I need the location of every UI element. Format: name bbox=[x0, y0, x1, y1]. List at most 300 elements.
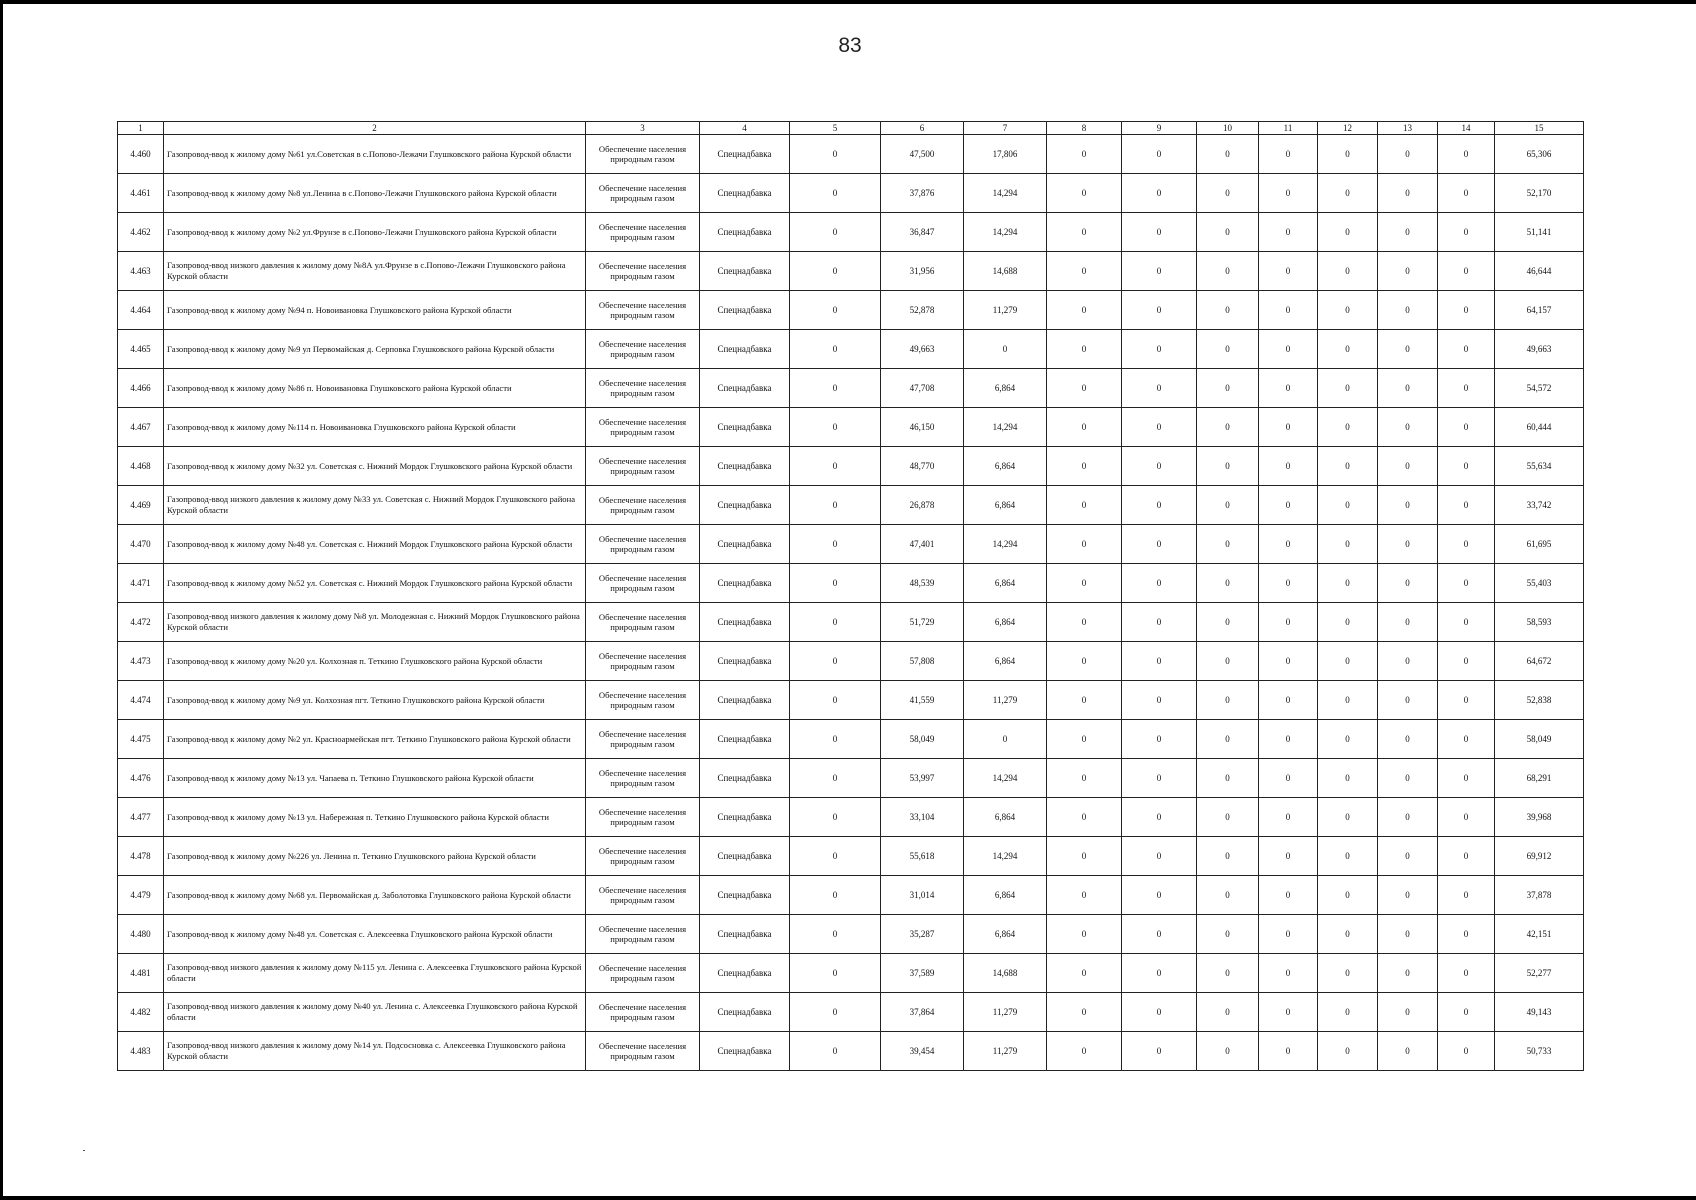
column-header: 11 bbox=[1259, 122, 1318, 135]
table-cell: 0 bbox=[1438, 681, 1495, 720]
purpose-cell: Обеспечение населения природным газом bbox=[586, 720, 700, 759]
table-cell: 0 bbox=[790, 369, 881, 408]
table-cell: 0 bbox=[1122, 135, 1197, 174]
table-header-row bbox=[118, 122, 1584, 135]
table-cell: 0 bbox=[1438, 213, 1495, 252]
object-description-cell: Газопровод-ввод к жилому дому №52 ул. Советская с. Нижний Мордок Глушковского района Курской области bbox=[164, 564, 586, 603]
table-row bbox=[118, 954, 1584, 993]
table-cell: 0 bbox=[1259, 720, 1318, 759]
table-cell: Спецнадбавка bbox=[700, 642, 790, 681]
table-cell: 0 bbox=[1047, 798, 1122, 837]
table-cell: 58,049 bbox=[881, 720, 964, 759]
table-cell: 58,049 bbox=[1495, 720, 1584, 759]
table-cell: 11,279 bbox=[964, 291, 1047, 330]
table-cell: 0 bbox=[790, 759, 881, 798]
table-cell: 0 bbox=[1259, 993, 1318, 1032]
table-cell: 33,104 bbox=[881, 798, 964, 837]
table-cell: 0 bbox=[1318, 603, 1378, 642]
table-cell: 0 bbox=[1438, 486, 1495, 525]
table-cell: 4.460 bbox=[118, 135, 164, 174]
table-cell: 0 bbox=[1259, 330, 1318, 369]
purpose-cell: Обеспечение населения природным газом bbox=[586, 135, 700, 174]
table-cell: 0 bbox=[1438, 135, 1495, 174]
table-cell: 57,808 bbox=[881, 642, 964, 681]
table-cell: 0 bbox=[1047, 642, 1122, 681]
table-cell: 0 bbox=[1259, 564, 1318, 603]
purpose-cell: Обеспечение населения природным газом bbox=[586, 603, 700, 642]
table-cell: Спецнадбавка bbox=[700, 954, 790, 993]
table-cell: 0 bbox=[1318, 954, 1378, 993]
table-cell: 0 bbox=[1197, 993, 1259, 1032]
table-cell: 0 bbox=[1378, 486, 1438, 525]
table-cell: 4.475 bbox=[118, 720, 164, 759]
table-cell: 0 bbox=[1259, 837, 1318, 876]
table-cell: 52,170 bbox=[1495, 174, 1584, 213]
table-cell: 0 bbox=[1047, 291, 1122, 330]
table-cell: 61,695 bbox=[1495, 525, 1584, 564]
table-cell: 36,847 bbox=[881, 213, 964, 252]
table-cell: 0 bbox=[1122, 525, 1197, 564]
table-row bbox=[118, 681, 1584, 720]
table-cell: 0 bbox=[1122, 486, 1197, 525]
table-cell: 53,997 bbox=[881, 759, 964, 798]
column-header: 6 bbox=[881, 122, 964, 135]
object-description-cell: Газопровод-ввод к жилому дому №226 ул. Ленина п. Теткино Глушковского района Курской области bbox=[164, 837, 586, 876]
purpose-cell: Обеспечение населения природным газом bbox=[586, 486, 700, 525]
object-description-cell: Газопровод-ввод к жилому дому №8 ул.Ленина в с.Попово-Лежачи Глушковского района Курской области bbox=[164, 174, 586, 213]
purpose-cell: Обеспечение населения природным газом bbox=[586, 681, 700, 720]
table-cell: 48,539 bbox=[881, 564, 964, 603]
purpose-cell: Обеспечение населения природным газом bbox=[586, 993, 700, 1032]
table-cell: 69,912 bbox=[1495, 837, 1584, 876]
table-cell: Спецнадбавка bbox=[700, 174, 790, 213]
table-cell: Спецнадбавка bbox=[700, 564, 790, 603]
column-header: 13 bbox=[1378, 122, 1438, 135]
purpose-cell: Обеспечение населения природным газом bbox=[586, 837, 700, 876]
table-cell: 0 bbox=[1438, 174, 1495, 213]
table-cell: 0 bbox=[790, 486, 881, 525]
table-cell: 0 bbox=[1047, 564, 1122, 603]
object-description-cell: Газопровод-ввод к жилому дому №48 ул. Советская с. Алексеевка Глушковского района Курской области bbox=[164, 915, 586, 954]
purpose-cell: Обеспечение населения природным газом bbox=[586, 876, 700, 915]
table-row bbox=[118, 291, 1584, 330]
table-cell: 0 bbox=[1122, 876, 1197, 915]
table-cell: 0 bbox=[1259, 876, 1318, 915]
table-cell: Спецнадбавка bbox=[700, 213, 790, 252]
object-description-cell: Газопровод-ввод к жилому дому №68 ул. Первомайская д. Заболотовка Глушковского района Курской области bbox=[164, 876, 586, 915]
table-cell: 0 bbox=[1318, 135, 1378, 174]
table-cell: 0 bbox=[1047, 1032, 1122, 1071]
purpose-cell: Обеспечение населения природным газом bbox=[586, 369, 700, 408]
table-cell: 4.461 bbox=[118, 174, 164, 213]
table-cell: 51,141 bbox=[1495, 213, 1584, 252]
scan-mark bbox=[83, 1150, 85, 1151]
table-cell: 11,279 bbox=[964, 681, 1047, 720]
object-description-cell: Газопровод-ввод к жилому дому №13 ул. Чапаева п. Теткино Глушковского района Курской области bbox=[164, 759, 586, 798]
table-cell: 0 bbox=[1378, 876, 1438, 915]
table-cell: 0 bbox=[1378, 369, 1438, 408]
table-cell: Спецнадбавка bbox=[700, 408, 790, 447]
table-cell: 0 bbox=[1197, 174, 1259, 213]
table-cell: 0 bbox=[1047, 330, 1122, 369]
table-cell: 0 bbox=[1259, 174, 1318, 213]
table-cell: 4.467 bbox=[118, 408, 164, 447]
table-cell: 0 bbox=[790, 447, 881, 486]
table-cell: Спецнадбавка bbox=[700, 993, 790, 1032]
table-cell: 0 bbox=[790, 915, 881, 954]
table-cell: 0 bbox=[964, 330, 1047, 369]
table-cell: 0 bbox=[790, 525, 881, 564]
table-row bbox=[118, 213, 1584, 252]
table-cell: 0 bbox=[1122, 174, 1197, 213]
table-cell: Спецнадбавка bbox=[700, 525, 790, 564]
table-cell: 0 bbox=[964, 720, 1047, 759]
table-cell: 0 bbox=[1378, 291, 1438, 330]
table-cell: 0 bbox=[1438, 876, 1495, 915]
table-cell: 0 bbox=[1378, 174, 1438, 213]
table-cell: 0 bbox=[1047, 174, 1122, 213]
table-cell: 41,559 bbox=[881, 681, 964, 720]
table-cell: Спецнадбавка bbox=[700, 681, 790, 720]
table-cell: 0 bbox=[1122, 369, 1197, 408]
table-cell: 0 bbox=[790, 876, 881, 915]
table-cell: 0 bbox=[1378, 837, 1438, 876]
table-cell: 0 bbox=[1438, 759, 1495, 798]
table-cell: 4.481 bbox=[118, 954, 164, 993]
table-cell: 37,876 bbox=[881, 174, 964, 213]
object-description-cell: Газопровод-ввод к жилому дому №61 ул.Советская в с.Попово-Лежачи Глушковского района Курской области bbox=[164, 135, 586, 174]
table-cell: 0 bbox=[790, 954, 881, 993]
table-cell: 0 bbox=[1318, 525, 1378, 564]
object-description-cell: Газопровод-ввод к жилому дому №86 п. Новоивановка Глушковского района Курской области bbox=[164, 369, 586, 408]
table-cell: 49,663 bbox=[1495, 330, 1584, 369]
table-cell: 31,014 bbox=[881, 876, 964, 915]
data-table bbox=[117, 121, 1584, 1071]
table-cell: 0 bbox=[1378, 252, 1438, 291]
table-cell: 0 bbox=[1047, 369, 1122, 408]
purpose-cell: Обеспечение населения природным газом bbox=[586, 525, 700, 564]
table-cell: 0 bbox=[1318, 408, 1378, 447]
table-cell: 0 bbox=[790, 213, 881, 252]
object-description-cell: Газопровод-ввод к жилому дому №9 ул Первомайская д. Серповка Глушковского района Курской области bbox=[164, 330, 586, 369]
table-cell: 4.478 bbox=[118, 837, 164, 876]
table-cell: 4.480 bbox=[118, 915, 164, 954]
purpose-cell: Обеспечение населения природным газом bbox=[586, 642, 700, 681]
column-header: 7 bbox=[964, 122, 1047, 135]
table-cell: 0 bbox=[1122, 759, 1197, 798]
table-cell: 0 bbox=[1047, 525, 1122, 564]
purpose-cell: Обеспечение населения природным газом bbox=[586, 759, 700, 798]
table-cell: 46,644 bbox=[1495, 252, 1584, 291]
table-cell: 0 bbox=[1438, 642, 1495, 681]
column-header: 14 bbox=[1438, 122, 1495, 135]
table-cell: 0 bbox=[1122, 681, 1197, 720]
table-row bbox=[118, 798, 1584, 837]
table-row bbox=[118, 720, 1584, 759]
table-row bbox=[118, 564, 1584, 603]
column-header: 15 bbox=[1495, 122, 1584, 135]
table-cell: 14,294 bbox=[964, 759, 1047, 798]
table-cell: 42,151 bbox=[1495, 915, 1584, 954]
table-cell: 0 bbox=[1122, 798, 1197, 837]
table-cell: 0 bbox=[1047, 681, 1122, 720]
table-cell: 0 bbox=[1197, 525, 1259, 564]
purpose-cell: Обеспечение населения природным газом bbox=[586, 213, 700, 252]
table-cell: 0 bbox=[1122, 252, 1197, 291]
table-cell: 0 bbox=[1378, 915, 1438, 954]
table-cell: 0 bbox=[1438, 993, 1495, 1032]
column-header: 8 bbox=[1047, 122, 1122, 135]
table-cell: 0 bbox=[1318, 642, 1378, 681]
object-description-cell: Газопровод-ввод низкого давления к жилому дому №115 ул. Ленина с. Алексеевка Глушковского района Курской области bbox=[164, 954, 586, 993]
table-row bbox=[118, 603, 1584, 642]
table-cell: 0 bbox=[1318, 837, 1378, 876]
table-cell: 0 bbox=[1318, 252, 1378, 291]
table-cell: 0 bbox=[1318, 993, 1378, 1032]
table-row bbox=[118, 876, 1584, 915]
table-cell: 0 bbox=[1047, 486, 1122, 525]
table-cell: 0 bbox=[790, 642, 881, 681]
table-cell: 68,291 bbox=[1495, 759, 1584, 798]
table-cell: 0 bbox=[790, 408, 881, 447]
table-cell: 0 bbox=[1197, 876, 1259, 915]
table-cell: 0 bbox=[1318, 759, 1378, 798]
page-bottom-border bbox=[0, 1196, 1696, 1200]
table-row bbox=[118, 369, 1584, 408]
table-cell: 6,864 bbox=[964, 564, 1047, 603]
table-cell: 0 bbox=[1197, 954, 1259, 993]
table-cell: 0 bbox=[1378, 759, 1438, 798]
table-cell: 0 bbox=[1122, 1032, 1197, 1071]
table-row bbox=[118, 135, 1584, 174]
table-cell: Спецнадбавка bbox=[700, 252, 790, 291]
table-cell: 0 bbox=[1197, 642, 1259, 681]
table-cell: 0 bbox=[1318, 330, 1378, 369]
table-cell: Спецнадбавка bbox=[700, 837, 790, 876]
column-header: 4 bbox=[700, 122, 790, 135]
table-cell: 0 bbox=[1197, 759, 1259, 798]
table-cell: 51,729 bbox=[881, 603, 964, 642]
table-cell: 60,444 bbox=[1495, 408, 1584, 447]
table-row bbox=[118, 837, 1584, 876]
table-cell: 0 bbox=[1259, 954, 1318, 993]
table-cell: 0 bbox=[1047, 720, 1122, 759]
table-cell: 0 bbox=[1438, 837, 1495, 876]
purpose-cell: Обеспечение населения природным газом bbox=[586, 447, 700, 486]
table-cell: 4.465 bbox=[118, 330, 164, 369]
table-row bbox=[118, 759, 1584, 798]
table-cell: 0 bbox=[790, 174, 881, 213]
table-cell: 31,956 bbox=[881, 252, 964, 291]
object-description-cell: Газопровод-ввод к жилому дому №2 ул.Фрунзе в с.Попово-Лежачи Глушковского района Курской области bbox=[164, 213, 586, 252]
table-cell: Спецнадбавка bbox=[700, 876, 790, 915]
table-cell: 55,618 bbox=[881, 837, 964, 876]
object-description-cell: Газопровод-ввод к жилому дому №13 ул. Набережная п. Теткино Глушковского района Курской области bbox=[164, 798, 586, 837]
table-cell: 0 bbox=[1318, 915, 1378, 954]
table-cell: 0 bbox=[1438, 525, 1495, 564]
table-cell: 0 bbox=[1378, 447, 1438, 486]
column-header: 5 bbox=[790, 122, 881, 135]
table-cell: 14,294 bbox=[964, 837, 1047, 876]
table-cell: 0 bbox=[1047, 837, 1122, 876]
table-cell: 52,878 bbox=[881, 291, 964, 330]
table-cell: 14,688 bbox=[964, 954, 1047, 993]
column-header: 1 bbox=[118, 122, 164, 135]
table-cell: 4.463 bbox=[118, 252, 164, 291]
table-cell: 0 bbox=[1438, 1032, 1495, 1071]
column-header: 3 bbox=[586, 122, 700, 135]
table-cell: 6,864 bbox=[964, 876, 1047, 915]
table-cell: 0 bbox=[790, 135, 881, 174]
table-cell: 0 bbox=[790, 681, 881, 720]
table-row bbox=[118, 525, 1584, 564]
table-cell: Спецнадбавка bbox=[700, 291, 790, 330]
table-cell: 0 bbox=[1197, 330, 1259, 369]
object-description-cell: Газопровод-ввод к жилому дому №2 ул. Красноармейская пгт. Теткино Глушковского района Курской области bbox=[164, 720, 586, 759]
table-cell: 4.468 bbox=[118, 447, 164, 486]
table-cell: 0 bbox=[1122, 603, 1197, 642]
table-cell: 0 bbox=[1438, 369, 1495, 408]
table-cell: 6,864 bbox=[964, 486, 1047, 525]
table-cell: 0 bbox=[790, 993, 881, 1032]
table-cell: 39,968 bbox=[1495, 798, 1584, 837]
table-cell: 33,742 bbox=[1495, 486, 1584, 525]
table-cell: 4.466 bbox=[118, 369, 164, 408]
table-cell: Спецнадбавка bbox=[700, 603, 790, 642]
table-cell: 0 bbox=[1378, 564, 1438, 603]
table-row bbox=[118, 252, 1584, 291]
table-cell: 0 bbox=[1378, 603, 1438, 642]
purpose-cell: Обеспечение населения природным газом bbox=[586, 408, 700, 447]
table-cell: 0 bbox=[1122, 330, 1197, 369]
table-row bbox=[118, 447, 1584, 486]
table-cell: 0 bbox=[1378, 798, 1438, 837]
table-cell: 0 bbox=[1438, 720, 1495, 759]
table-cell: 6,864 bbox=[964, 447, 1047, 486]
table-cell: 4.476 bbox=[118, 759, 164, 798]
table-cell: 54,572 bbox=[1495, 369, 1584, 408]
table-cell: Спецнадбавка bbox=[700, 1032, 790, 1071]
table-cell: 35,287 bbox=[881, 915, 964, 954]
table-cell: Спецнадбавка bbox=[700, 759, 790, 798]
table-cell: 0 bbox=[1438, 564, 1495, 603]
table-cell: 0 bbox=[1438, 954, 1495, 993]
page-top-border bbox=[0, 0, 1696, 4]
table-cell: 0 bbox=[1197, 915, 1259, 954]
purpose-cell: Обеспечение населения природным газом bbox=[586, 798, 700, 837]
table-cell: 14,294 bbox=[964, 174, 1047, 213]
purpose-cell: Обеспечение населения природным газом bbox=[586, 174, 700, 213]
table-cell: 47,708 bbox=[881, 369, 964, 408]
table-cell: 0 bbox=[1378, 954, 1438, 993]
table-row bbox=[118, 408, 1584, 447]
table-row bbox=[118, 486, 1584, 525]
table-cell: 47,500 bbox=[881, 135, 964, 174]
table-cell: 0 bbox=[790, 564, 881, 603]
object-description-cell: Газопровод-ввод низкого давления к жилому дому №40 ул. Ленина с. Алексеевка Глушковского района Курской области bbox=[164, 993, 586, 1032]
table-cell: 6,864 bbox=[964, 798, 1047, 837]
table-cell: 0 bbox=[1197, 681, 1259, 720]
table-cell: 58,593 bbox=[1495, 603, 1584, 642]
table-cell: 65,306 bbox=[1495, 135, 1584, 174]
table-cell: 14,688 bbox=[964, 252, 1047, 291]
table-cell: 0 bbox=[1259, 408, 1318, 447]
table-cell: 0 bbox=[1047, 603, 1122, 642]
table-cell: 0 bbox=[1259, 135, 1318, 174]
table-cell: 6,864 bbox=[964, 369, 1047, 408]
table-cell: 0 bbox=[1259, 642, 1318, 681]
table-cell: 0 bbox=[1122, 915, 1197, 954]
table-cell: 0 bbox=[790, 252, 881, 291]
table-row bbox=[118, 330, 1584, 369]
purpose-cell: Обеспечение населения природным газом bbox=[586, 252, 700, 291]
table-cell: 0 bbox=[1259, 798, 1318, 837]
purpose-cell: Обеспечение населения природным газом bbox=[586, 954, 700, 993]
table-cell: 4.471 bbox=[118, 564, 164, 603]
table-cell: 0 bbox=[1122, 213, 1197, 252]
table-cell: 0 bbox=[1122, 642, 1197, 681]
table-cell: 0 bbox=[1318, 174, 1378, 213]
purpose-cell: Обеспечение населения природным газом bbox=[586, 915, 700, 954]
table-row bbox=[118, 174, 1584, 213]
table-cell: 0 bbox=[790, 291, 881, 330]
table-cell: Спецнадбавка bbox=[700, 135, 790, 174]
object-description-cell: Газопровод-ввод к жилому дому №114 п. Новоивановка Глушковского района Курской области bbox=[164, 408, 586, 447]
object-description-cell: Газопровод-ввод к жилому дому №20 ул. Колхозная п. Теткино Глушковского района Курской области bbox=[164, 642, 586, 681]
table-cell: 0 bbox=[1259, 369, 1318, 408]
table-cell: Спецнадбавка bbox=[700, 369, 790, 408]
table-cell: 0 bbox=[1197, 837, 1259, 876]
table-cell: 0 bbox=[1438, 915, 1495, 954]
table-cell: 47,401 bbox=[881, 525, 964, 564]
table-cell: 0 bbox=[1318, 564, 1378, 603]
page-left-border bbox=[0, 0, 3, 1200]
table-cell: 0 bbox=[1438, 447, 1495, 486]
table-cell: 4.464 bbox=[118, 291, 164, 330]
table-cell: 0 bbox=[1047, 759, 1122, 798]
object-description-cell: Газопровод-ввод низкого давления к жилому дому №14 ул. Подсосновка с. Алексеевка Глушковского района Курской области bbox=[164, 1032, 586, 1071]
table-cell: 6,864 bbox=[964, 603, 1047, 642]
table-cell: 0 bbox=[1197, 213, 1259, 252]
table-cell: 0 bbox=[1259, 915, 1318, 954]
table-cell: 52,277 bbox=[1495, 954, 1584, 993]
column-header: 12 bbox=[1318, 122, 1378, 135]
table-cell: 0 bbox=[1047, 213, 1122, 252]
table-cell: 14,294 bbox=[964, 408, 1047, 447]
table-cell: 39,454 bbox=[881, 1032, 964, 1071]
table-cell: 4.472 bbox=[118, 603, 164, 642]
table-cell: 0 bbox=[1259, 1032, 1318, 1071]
table-cell: 0 bbox=[1318, 213, 1378, 252]
table-cell: 0 bbox=[1438, 291, 1495, 330]
table-cell: 0 bbox=[1318, 369, 1378, 408]
table-row bbox=[118, 1032, 1584, 1071]
table-cell: 48,770 bbox=[881, 447, 964, 486]
table-cell: 0 bbox=[1259, 291, 1318, 330]
table-cell: 0 bbox=[1259, 447, 1318, 486]
table-cell: 37,878 bbox=[1495, 876, 1584, 915]
table-cell: 0 bbox=[1378, 993, 1438, 1032]
table-cell: 0 bbox=[1318, 876, 1378, 915]
table-cell: 4.479 bbox=[118, 876, 164, 915]
table-cell: 0 bbox=[1047, 954, 1122, 993]
table-cell: 0 bbox=[1259, 759, 1318, 798]
table-cell: 0 bbox=[1318, 720, 1378, 759]
table-cell: 0 bbox=[1438, 330, 1495, 369]
table-cell: 55,403 bbox=[1495, 564, 1584, 603]
table-cell: 0 bbox=[1197, 720, 1259, 759]
table-cell: 0 bbox=[1047, 408, 1122, 447]
